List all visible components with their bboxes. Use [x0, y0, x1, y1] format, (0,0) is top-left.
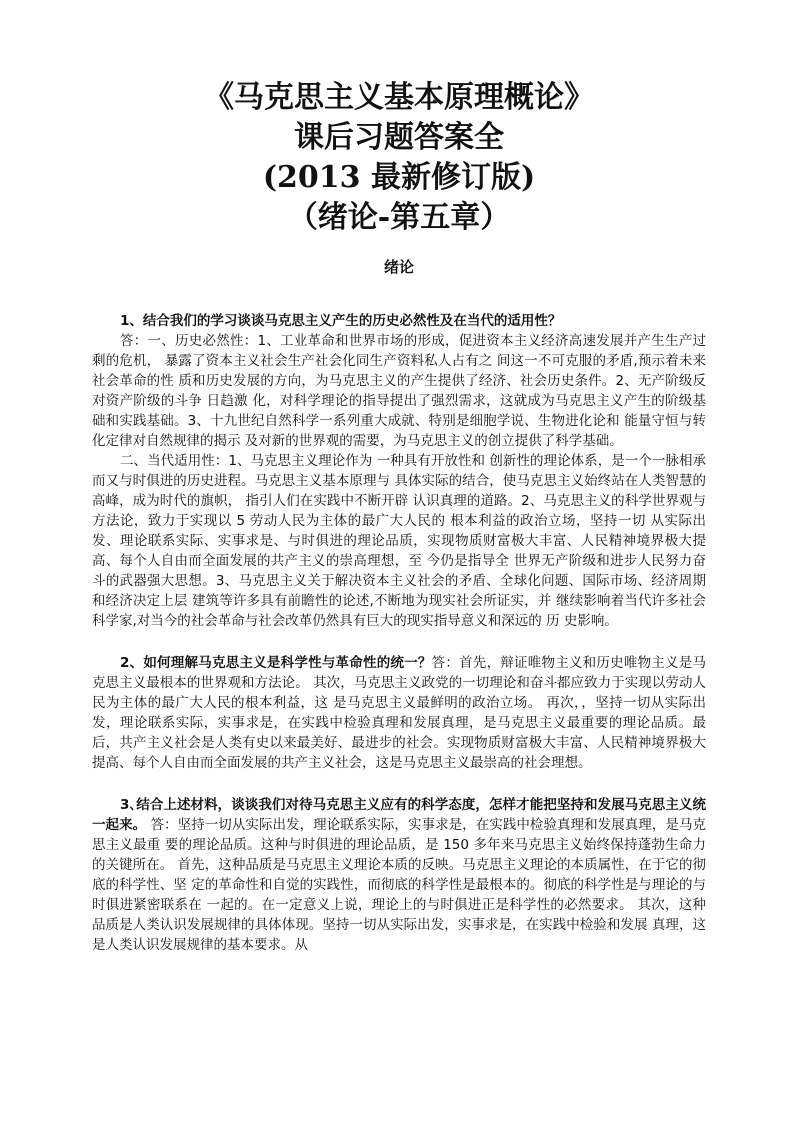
- question-1-answer-part-2: 二、当代适用性：1、马克思主义理论作为 一种具有开放性和 创新性的理论体系，是一个一脉相承而又与时俱进的历史进程。马克思主义基本原理与 具体实际的结合，使马克思主义始终站在人类智慧的高峰，成为时代的旗帜， 指引人们在实践中不断开辟 认识真理的道路。2、马克思主义的科学世界观与方法论，致力于实现以 5 劳动人民为主体的最广大人民的 根本利益的政治立场，坚持一切 从实际出发、理论联系实际、实事求是、与时俱进的理论品质，实现物质财富极大丰富、人民精神境界极大提高、每个人自由而全面发展的共产主义的崇高理想，至 今仍是指导全 世界无产阶级和进步人民努力奋斗的武器强大思想。3、马克思主义关于解决资本主义社会的矛盾、全球化问题、国际市场、经济周期和经济决定上层 建筑等许多具有前瞻性的论述,不断地为现实社会所证实，并 继续影响着当代许多社会科学家,对当今的社会革命与社会改革仍然具有巨大的现实指导意义和深远的 历 史影响。: [92, 453, 706, 629]
- question-3-answer: 答：坚持一切从实际出发，理论联系实际，实事求是，在实践中检验真理和发展真理，是马克思主义最重 要的理论品质。这种与时俱进的理论品质，是 150 多年来马克思主义始终保持蓬勃生命力的关键所在。 首先，这种品质是马克思主义理论本质的反映。马克思主义理论的本质属性，在于它的彻底的科学性、坚 定的革命性和自觉的实践性，而彻底的科学性是最根本的。彻底的科学性是与理论的与时俱进紧密联系在 一起的。在一定意义上说，理论上的与时俱进正是科学性的必然要求。 其次，这种品质是人类认识发展规律的具体体现。坚持一切从实际出发，实事求是，在实践中检验和发展 真理，这是人类认识发展规律的基本要求。从: [92, 817, 707, 953]
- question-3-heading: 3､结合上述材料，谈谈我们对待马克思主义应有的科学态度，怎样才能把坚持和发展马克思主义统一起来。: [92, 797, 706, 833]
- question-1-answer-part-1: 答：一、历史必然性：1、工业革命和世界市场的形成，促进资本主义经济高速发展并产生生产过剩的危机， 暴露了资本主义社会生产社会化同生产资料私人占有之 间这一不可克服的矛盾,预示着未来社会革命的性 质和历史发展的方向，为马克思主义的产生提供了经济、社会历史条件。2、无产阶级反对资产阶级的斗争 日趋激 化，对科学理论的指导提出了强烈需求，这就成为马克思主义产生的阶级基础和实践基础。3、十九世纪自然科学一系列重大成就、特别是细胞学说、生物进化论和 能量守恒与转化定律对自然规律的揭示 及对新的世界观的需要，为马克思主义的创立提供了科学基础。: [92, 333, 706, 449]
- question-1: [92, 311, 706, 631]
- question-2-answer: 答：首先，辩证唯物主义和历史唯物主义是马克思主义最根本的世界观和方法论。 其次，马克思主义政党的一切理论和奋斗都应致力于实现以劳动人民为主体的最广大人民的根本利益，这 是马克思主义最鲜明的政治立场。 再次，，坚持一切从实际出发，理论联系实际，实事求是，在实践中检验真理和发展真理，是马克思主义最重要的理论品质。最后，共产主义社会是人类有史以来最美好、最进步的社会。实现物质财富极大丰富、人民精神境界极大 提高、每个人自由而全面发展的共产主义社会，这是马克思主义最崇高的社会理想。: [92, 655, 706, 771]
- chapter-range: （绪论-第五章）: [287, 200, 511, 235]
- question-3: [92, 795, 706, 955]
- section-heading: 绪论: [383, 258, 414, 276]
- book-subtitle: 课后习题答案全: [294, 120, 504, 155]
- question-3-paragraph: [92, 795, 706, 955]
- question-1-heading: 1、结合我们的学习谈谈马克思主义产生的历史必然性及在当代的适用性？: [120, 313, 562, 329]
- question-2-heading: 2、如何理解马克思主义是科学性与革命性的统一？: [120, 655, 432, 671]
- book-title: 《马克思主义基本原理概论》: [204, 80, 594, 115]
- question-2: [92, 653, 706, 773]
- question-2-paragraph: [92, 653, 706, 773]
- edition-label: (2013 最新修订版): [262, 160, 536, 195]
